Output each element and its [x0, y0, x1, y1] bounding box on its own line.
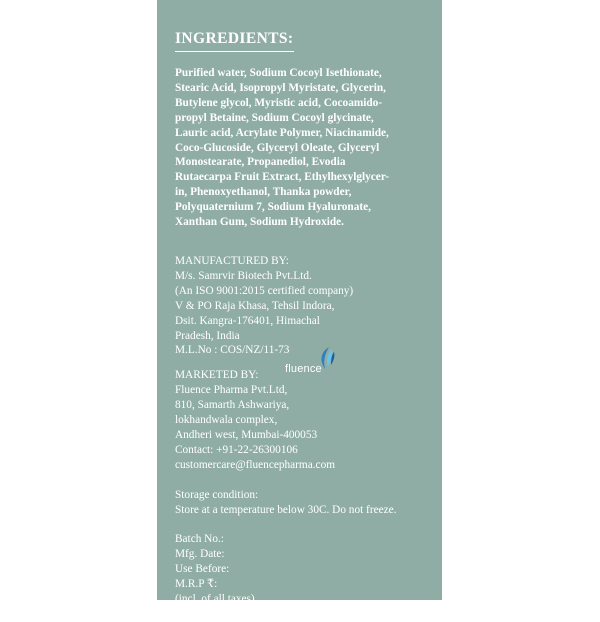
manufacturer-line: Pradesh, India [175, 329, 240, 342]
ingredients-line: Rutaecarpa Fruit Extract, Ethylhexylglycer- [175, 171, 390, 184]
usp-line: USP: [175, 608, 199, 620]
storage-block [175, 488, 430, 518]
manufacturer-line: M.L.No : COS/NZ/11-73 [175, 344, 290, 357]
manufacturer-line: Dsit. Kangra-176401, Himachal [175, 314, 320, 327]
ingredients-line: Butylene glycol, Myristic acid, Cocoamido- [175, 96, 383, 109]
ingredients-line: Polyquaternium 7, Sodium Hyaluronate, [175, 201, 371, 214]
ingredients-line: Monostearate, Propanediol, Evodia [175, 156, 346, 169]
fluence-logo [285, 346, 345, 380]
logo-wordmark: fluence [285, 363, 322, 376]
storage-text: Store at a temperature below 30C. Do not freeze. [175, 503, 397, 516]
marketer-line: Fluence Pharma Pvt.Ltd, [175, 384, 288, 397]
ingredients-line: Stearic Acid, Isopropyl Myristate, Glycerin, [175, 81, 386, 94]
manufacturer-block [175, 254, 430, 358]
use-before-line: Use Before: [175, 563, 230, 576]
ingredients-line: in, Phenoxyethanol, Thanka powder, [175, 186, 352, 199]
marketer-title: MARKETED BY: [175, 369, 259, 382]
storage-title: Storage condition: [175, 488, 259, 501]
manufacturer-title: MANUFACTURED BY: [175, 254, 289, 267]
ingredients-line: Coco-Glucoside, Glyceryl Oleate, Glyceryl [175, 141, 380, 154]
mrp-line: M.R.P ₹: [175, 578, 218, 591]
taxes-line: (incl. of all taxes) [175, 593, 255, 606]
ingredients-line: Purified water, Sodium Cocoyl Isethionate, [175, 67, 382, 79]
batch-block [175, 532, 430, 621]
ingredients-line: propyl Betaine, Sodium Cocoyl glycinate, [175, 111, 374, 124]
manufacturer-line: (An ISO 9001:2015 certified company) [175, 284, 354, 297]
marketer-line: 810, Samarth Ashwariya, [175, 399, 290, 412]
label-panel [157, 0, 442, 620]
marketer-block [175, 363, 430, 472]
email-line: customercare@fluencepharma.com [175, 458, 336, 471]
marketer-line: Andheri west, Mumbai-400053 [175, 428, 318, 441]
ingredients-line: Xanthan Gum, Sodium Hydroxide. [175, 216, 344, 229]
ingredients-line: Lauric acid, Acrylate Polymer, Niacinamide, [175, 126, 389, 139]
manufacturer-line: M/s. Samrvir Biotech Pvt.Ltd. [175, 269, 312, 282]
marketer-title-row [175, 363, 430, 383]
leaf-icon [315, 346, 337, 370]
manufacturer-line: V & PO Raja Khasa, Tehsil Indora, [175, 299, 335, 312]
contact-line: Contact: +91-22-26300106 [175, 443, 298, 456]
marketer-line: lokhandwala complex, [175, 414, 278, 427]
batch-no-line: Batch No.: [175, 533, 224, 546]
mfg-date-line: Mfg. Date: [175, 548, 225, 561]
ingredients-heading: INGREDIENTS: [175, 30, 294, 52]
ingredients-list [175, 66, 435, 230]
